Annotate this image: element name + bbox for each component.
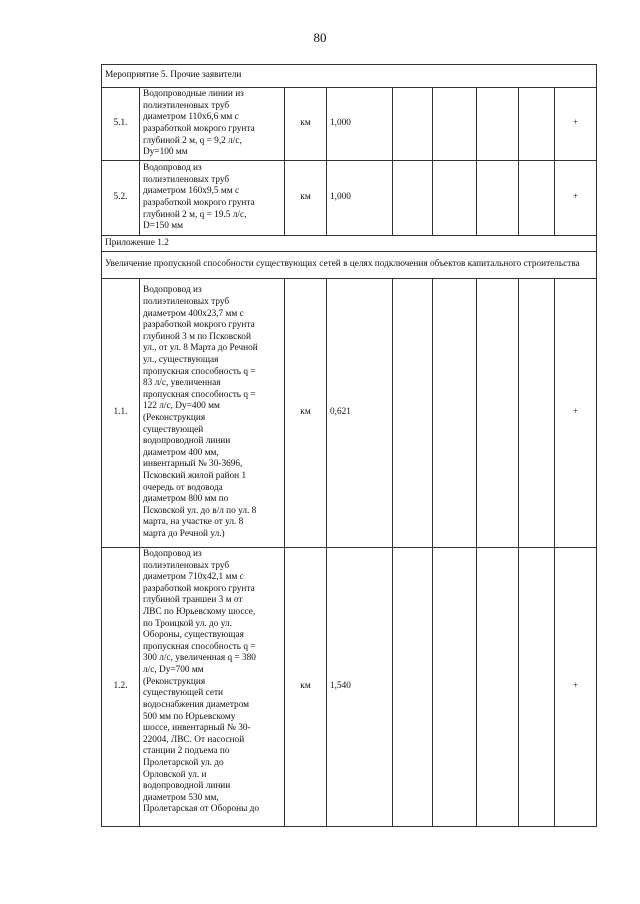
- row-number: 5.1.: [102, 88, 140, 161]
- empty-cell: [393, 548, 433, 827]
- row-value: 1,540: [327, 548, 393, 827]
- row-mark: +: [555, 161, 597, 236]
- appendix-title: Приложение 1.2: [102, 236, 597, 252]
- section-row-appendix: [102, 236, 597, 252]
- row-value: 0,621: [327, 279, 393, 548]
- row-unit: км: [285, 161, 327, 236]
- row-mark: +: [555, 279, 597, 548]
- empty-cell: [393, 279, 433, 548]
- empty-cell: [519, 279, 555, 548]
- row-unit: км: [285, 548, 327, 827]
- empty-cell: [519, 161, 555, 236]
- empty-cell: [433, 548, 477, 827]
- table-row: [102, 548, 597, 827]
- empty-cell: [477, 548, 519, 827]
- row-description: Водопровод из полиэтиленовых труб диаметром 160х9,5 мм с разработкой мокрого грунта глубиной 2 м, q = 19.5 л/с, D=150 мм: [140, 161, 285, 236]
- section-row-increase: [102, 252, 597, 279]
- section-title: Увеличение пропускной способности существующих сетей в целях подключения объектов капитального строительства: [102, 252, 597, 279]
- row-number: 5.2.: [102, 161, 140, 236]
- table-row: [102, 279, 597, 548]
- row-value: 1,000: [327, 161, 393, 236]
- section-row-event5: [102, 65, 597, 88]
- row-description: Водопровод из полиэтиленовых труб диаметром 400х23,7 мм с разработкой мокрого грунта глубиной 3 м по Псковской ул., от ул. 8 Марта до Речной ул., существующая пропускная способность q = 83 л/с, увеличенная пропускная способность q = 122 л/с, Dy=400 мм (Реконструкция существующей водопроводной линии диаметром 400 мм, инвентарный № 30-3696, Псковский жилой район 1 очередь от водовода диаметром 800 мм по Псковской ул. до в/л по ул. 8 марта, на участке от ул. 8 марта до Речной ул.): [140, 279, 285, 548]
- row-number: 1.1.: [102, 279, 140, 548]
- empty-cell: [477, 88, 519, 161]
- empty-cell: [393, 88, 433, 161]
- empty-cell: [393, 161, 433, 236]
- empty-cell: [477, 161, 519, 236]
- empty-cell: [433, 88, 477, 161]
- empty-cell: [519, 88, 555, 161]
- table-row: [102, 88, 597, 161]
- row-mark: +: [555, 548, 597, 827]
- row-description: Водопроводные линии из полиэтиленовых труб диаметром 110х6,6 мм с разработкой мокрого грунта глубиной 2 м, q = 9,2 л/с, Dy=100 мм: [140, 88, 285, 161]
- empty-cell: [477, 279, 519, 548]
- row-value: 1,000: [327, 88, 393, 161]
- table-row: [102, 161, 597, 236]
- empty-cell: [519, 548, 555, 827]
- row-unit: км: [285, 279, 327, 548]
- empty-cell: [433, 161, 477, 236]
- row-unit: км: [285, 88, 327, 161]
- works-table: [101, 64, 597, 827]
- row-number: 1.2.: [102, 548, 140, 827]
- section-title: Мероприятие 5. Прочие заявители: [102, 65, 597, 88]
- row-description: Водопровод из полиэтиленовых труб диаметром 710х42,1 мм с разработкой мокрого грунта глубиной траншеи 3 м от ЛВС по Юрьевскому шоссе, по Троицкой ул. до ул. Обороны, существующая пропускная способность q = 300 л/с, увеличенная q = 380 л/с, Dy=700 мм (Реконструкция существующей сети водоснабжения диаметром 500 мм по Юрьевскому шоссе, инвентарный № 30- 22004, ЛВС. От насосной станции 2 подъема по Пролетарской ул. до Орловской ул. и водопроводной линии диаметром 530 мм, Пролетарская от Обороны до: [140, 548, 285, 827]
- row-mark: +: [555, 88, 597, 161]
- page-number: 80: [313, 30, 327, 45]
- empty-cell: [433, 279, 477, 548]
